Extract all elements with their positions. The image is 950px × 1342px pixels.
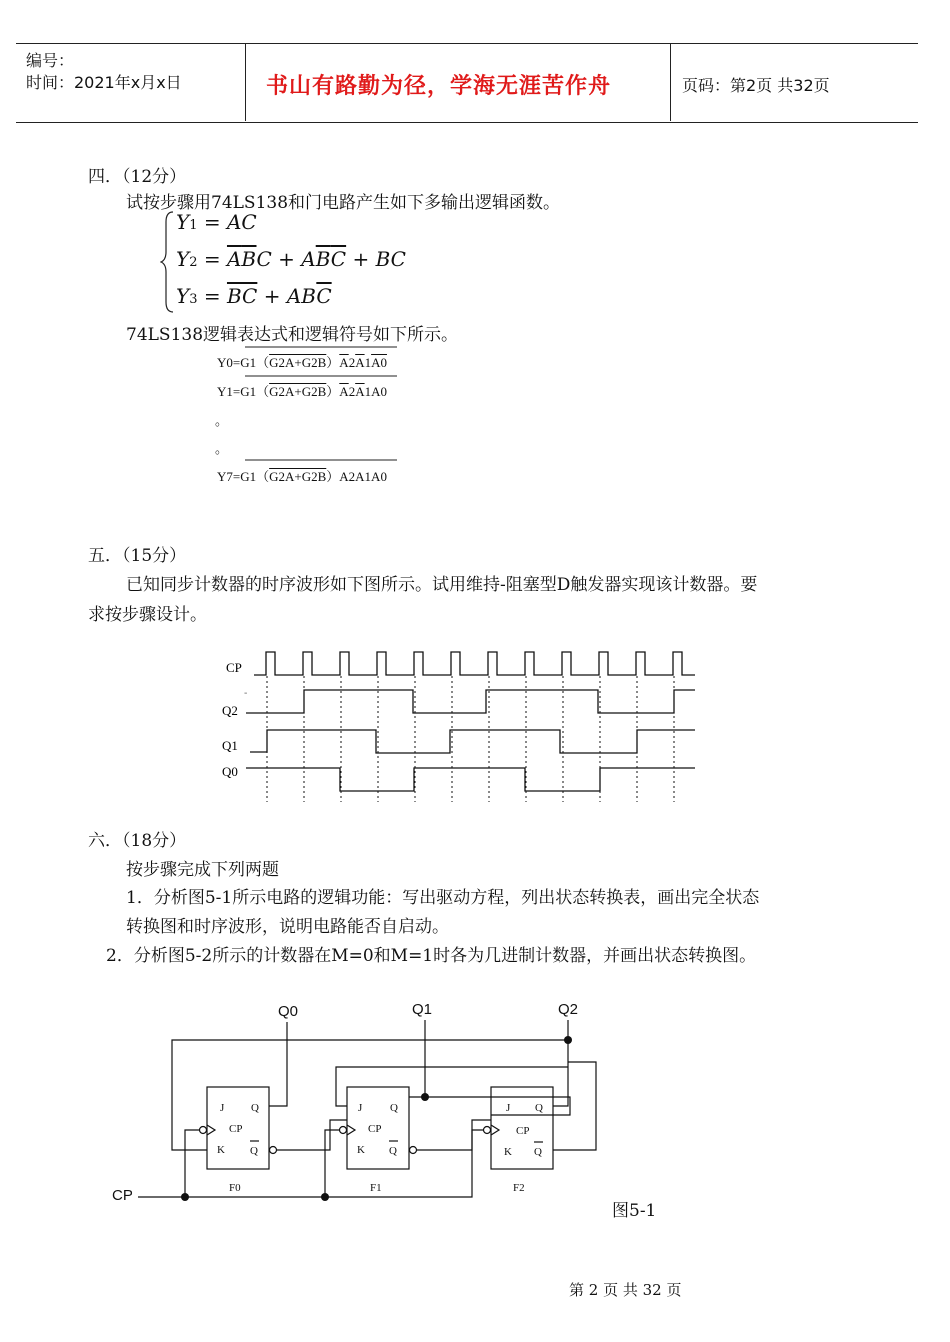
pin-cp: CP — [368, 1123, 382, 1135]
pin-k: K — [217, 1144, 225, 1156]
number-label: 编号： — [26, 51, 75, 70]
motto: 书山有路勤为径，学海无涯苦作舟 — [266, 74, 612, 99]
section4-desc: 74LS138逻辑表达式和逻辑符号如下所示。 — [126, 325, 459, 345]
q2-label: Q2 — [222, 703, 238, 718]
section6-item2: 2．分析图5-2所示的计数器在M=0和M=1时各为几进制计数器，并画出状态转换图。 — [106, 946, 757, 966]
ff-name: F2 — [513, 1182, 525, 1194]
pin-q: Q — [251, 1102, 259, 1114]
section4-prompt: 试按步骤用74LS138和门电路产生如下多输出逻辑函数。 — [126, 193, 561, 213]
cp-label: CP — [226, 660, 242, 675]
time-label: 时间：2021年x月x日 — [26, 73, 182, 92]
pin-qn: Q — [534, 1146, 542, 1158]
pin-qn: Q — [389, 1145, 397, 1157]
section6-item1: 1．分析图5-1所示电路的逻辑功能：写出驱动方程，列出状态转换表，画出完全状态 — [126, 888, 760, 908]
ff-name: F1 — [370, 1182, 382, 1194]
q2-waveform — [246, 690, 695, 713]
ellipsis-dot: 。 — [215, 441, 229, 456]
formula-y2: $Y2 = \overline{A}\overline{B}C + A\overline{B}\overline{C}$ + BC — [176, 247, 406, 271]
pin-cp: CP — [229, 1123, 243, 1135]
pin-j: J — [220, 1102, 225, 1114]
overbar-lines — [215, 344, 405, 464]
q2-output-label: Q2 — [558, 1001, 579, 1018]
q0-label: Q0 — [222, 764, 238, 779]
eq-y0: $Y0=G1(G2A+G2B)\overline{A}2\overline{A}1A0$ — [217, 355, 387, 370]
cp-input-label: CP — [112, 1187, 133, 1204]
pin-k: K — [357, 1144, 365, 1156]
section5-text: 求按步骤设计。 — [88, 605, 207, 625]
ellipsis-dot: 。 — [215, 413, 229, 428]
ff-name: F0 — [229, 1182, 241, 1194]
section6-item1: 转换图和时序波形，说明电路能否自启动。 — [126, 917, 449, 937]
formula-y3: $Y3 = \overline{BC} + AB\overline{C}$ — [176, 284, 332, 308]
q1-output-label: Q1 — [412, 1001, 433, 1018]
header-divider — [245, 43, 246, 121]
circuit-5-1 — [100, 990, 620, 1215]
time-markers — [267, 676, 674, 802]
figure-caption: 图5-1 — [612, 1201, 657, 1221]
timing-diagram — [200, 640, 720, 810]
cp-waveform — [254, 652, 695, 675]
overbar-line — [215, 456, 405, 464]
page-label: 页码：第2页 共32页 — [682, 76, 830, 95]
pin-j: J — [506, 1102, 511, 1114]
pin-qn: Q — [250, 1145, 258, 1157]
q0-output-label: Q0 — [278, 1003, 299, 1020]
q0-waveform — [246, 768, 695, 791]
pin-q: Q — [390, 1102, 398, 1114]
section5-text: 已知同步计数器的时序波形如下图所示。试用维持-阻塞型D触发器实现该计数器。要 — [126, 575, 758, 595]
eq-y7: Y7=G1（G2A+G2B）A2A1A0 — [217, 469, 387, 484]
pin-j: J — [358, 1102, 363, 1114]
section5-heading: 五．（15分） — [88, 546, 187, 566]
tick-mark: - — [244, 688, 248, 699]
section6-heading: 六．（18分） — [88, 831, 187, 851]
section4-heading: 四．（12分） — [88, 167, 187, 187]
formula-y1: Y1 = AC — [176, 210, 257, 234]
q1-label: Q1 — [222, 738, 238, 753]
section6-intro: 按步骤完成下列两题 — [126, 860, 279, 880]
eq-y1: $Y1=G1(G2A+G2B)\overline{A}2\overline{A}1A0$ — [217, 384, 387, 399]
page-footer: 第 2 页 共 32 页 — [569, 1281, 682, 1299]
pin-k: K — [504, 1146, 512, 1158]
q1-waveform — [250, 730, 695, 753]
header-divider — [670, 43, 671, 121]
pin-q: Q — [535, 1102, 543, 1114]
pin-cp: CP — [516, 1125, 530, 1137]
